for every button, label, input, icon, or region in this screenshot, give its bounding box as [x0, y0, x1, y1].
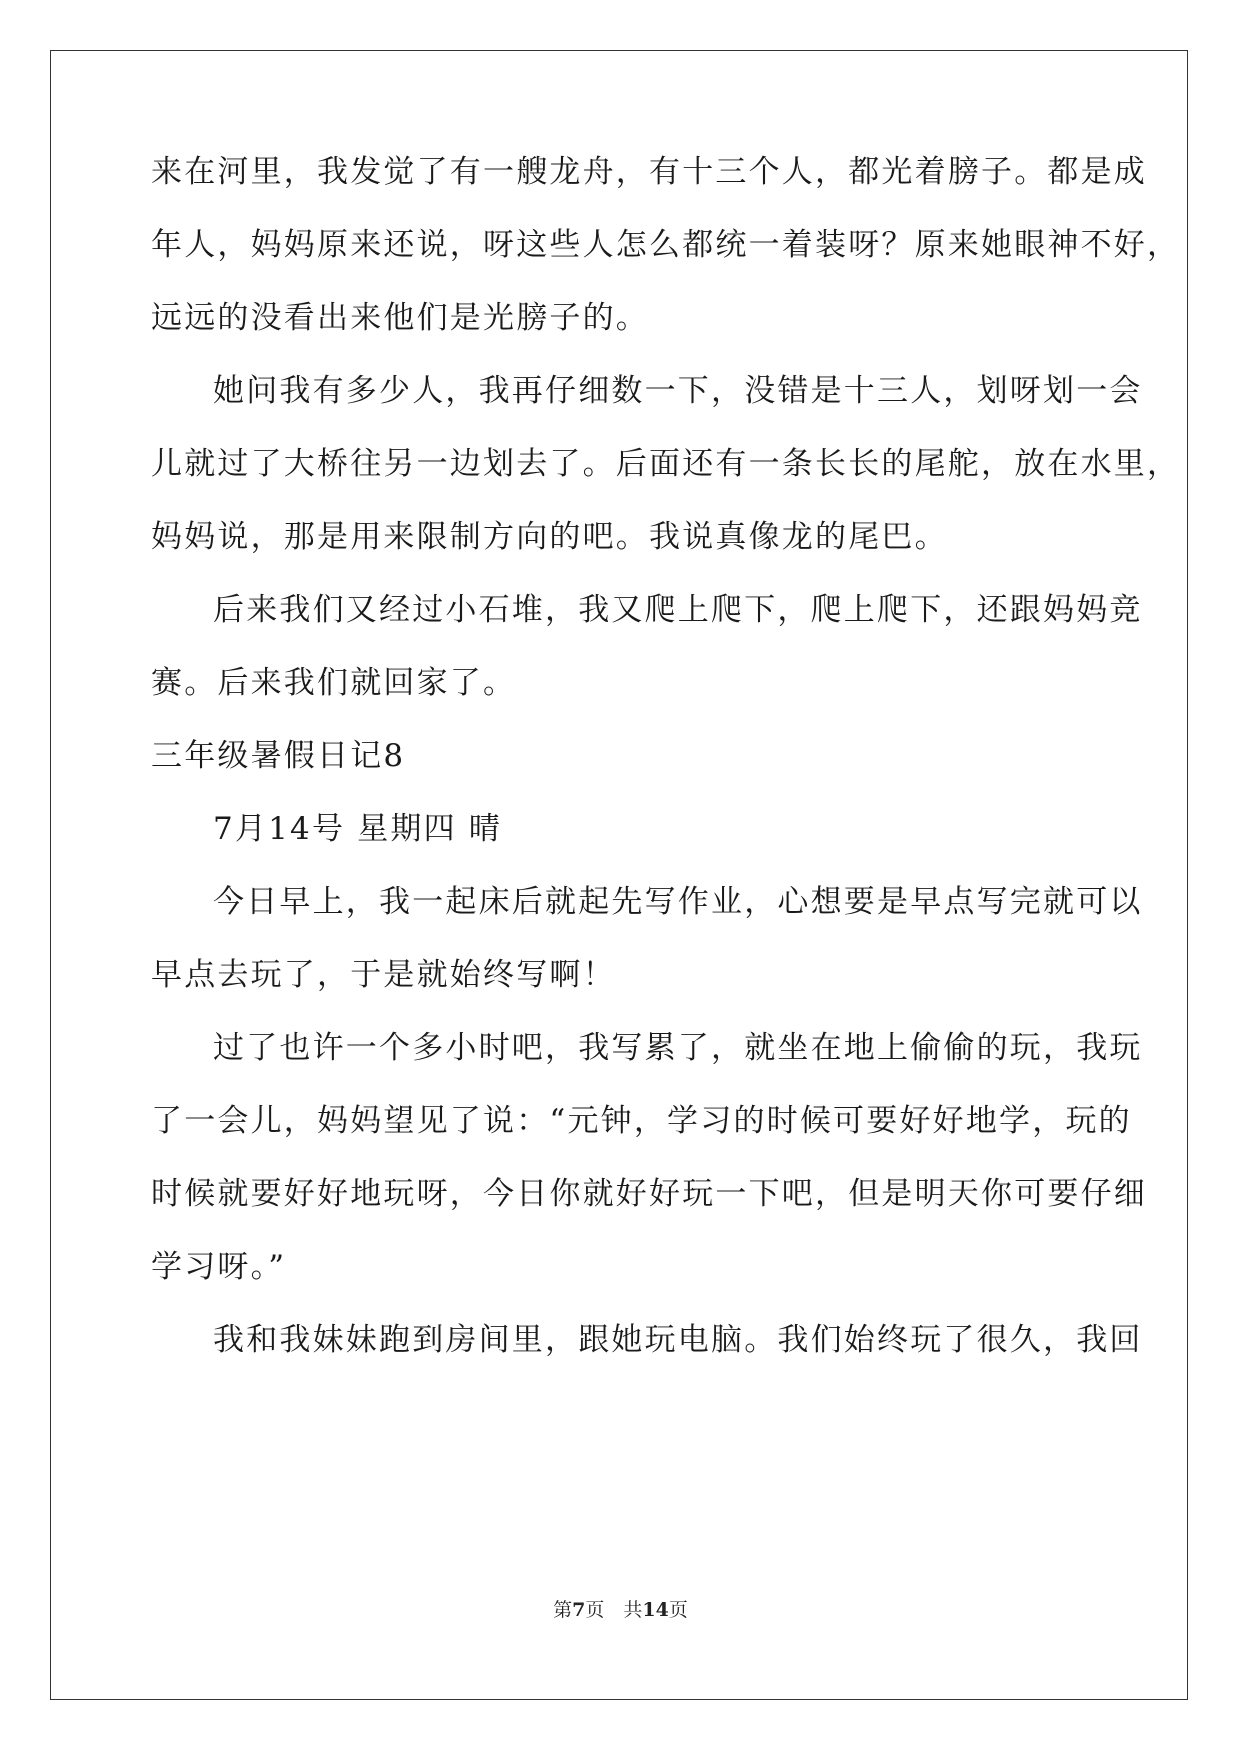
text-line: 远远的没看出来他们是光膀子的。 [151, 300, 649, 336]
text-line: 早点去玩了，于是就始终写啊！ [151, 957, 616, 993]
text-line: 年人，妈妈原来还说，呀这些人怎么都统一着装呀？原来她眼神不好， [151, 227, 1181, 263]
text-line: 今日早上，我一起床后就起先写作业，心想要是早点写完就可以 [213, 884, 1143, 920]
text-line: 赛。后来我们就回家了。 [151, 665, 517, 701]
page-footer [0, 1598, 1241, 1622]
footer-suffix: 页 [668, 1599, 688, 1621]
text-line: 过了也许一个多小时吧，我写累了，就坐在地上偷偷的玩，我玩 [213, 1030, 1143, 1066]
footer-middle: 页 共 [585, 1599, 643, 1621]
text-line: 来在河里，我发觉了有一艘龙舟，有十三个人，都光着膀子。都是成 [151, 154, 1147, 190]
text-line: 时候就要好好地玩呀，今日你就好好玩一下吧，但是明天你可要仔细 [151, 1176, 1147, 1212]
total-page-number: 14 [642, 1599, 669, 1621]
current-page-number: 7 [572, 1599, 586, 1621]
text-line: 了一会儿，妈妈望见了说：“元钟，学习的时候可要好好地学，玩的 [151, 1103, 1132, 1139]
section-heading: 三年级暑假日记8 [151, 738, 406, 774]
text-line: 学习呀。” [151, 1249, 287, 1285]
text-line: 后来我们又经过小石堆，我又爬上爬下，爬上爬下，还跟妈妈竞 [213, 592, 1143, 628]
text-line: 她问我有多少人，我再仔细数一下，没错是十三人，划呀划一会 [213, 373, 1143, 409]
footer-prefix: 第 [553, 1599, 573, 1621]
diary-date: 7月14号 星期四 晴 [213, 811, 503, 847]
text-line: 妈妈说，那是用来限制方向的吧。我说真像龙的尾巴。 [151, 519, 948, 555]
text-line: 我和我妹妹跑到房间里，跟她玩电脑。我们始终玩了很久，我回 [213, 1322, 1143, 1358]
text-line: 儿就过了大桥往另一边划去了。后面还有一条长长的尾舵，放在水里， [151, 446, 1181, 482]
